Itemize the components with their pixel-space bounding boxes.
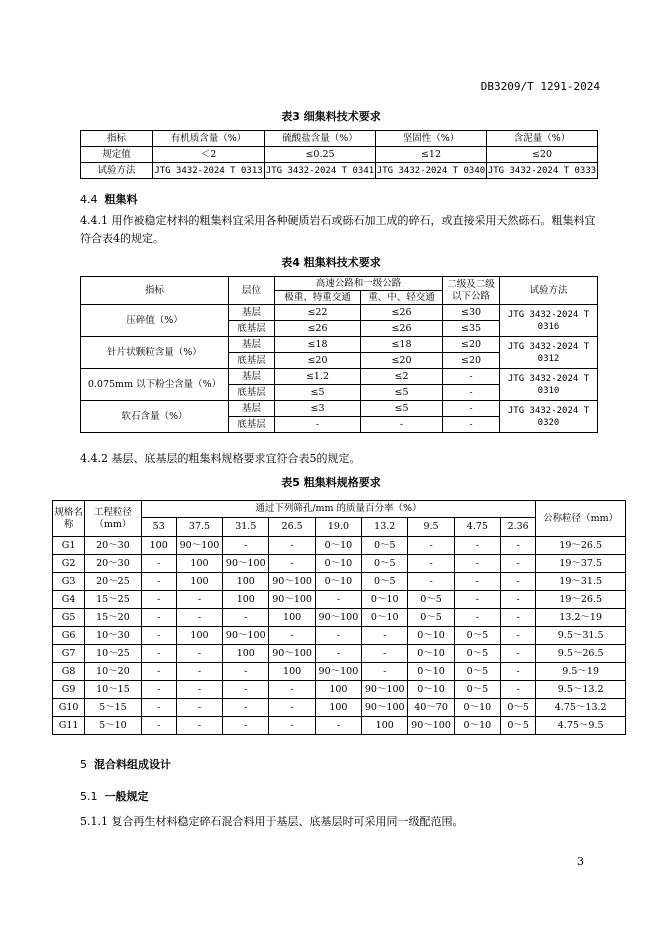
table5-cell: 0～5 — [501, 699, 536, 717]
table5-cell: 0～10 — [315, 537, 361, 555]
table4-cell: - — [443, 385, 500, 401]
table5-cell: 15～20 — [85, 609, 141, 627]
table5-header-nominal: 公称粒径（mm） — [536, 501, 626, 537]
table4-index-cell: 软石含量（%） — [81, 401, 229, 433]
section-4-4-title: 粗集料 — [104, 193, 138, 206]
table4-header-mid: 重、中、轻交通 — [361, 291, 443, 305]
table5-cell: 19～37.5 — [536, 555, 626, 573]
table5-row — [53, 609, 626, 627]
table5-cell: - — [141, 645, 176, 663]
section-5-title: 混合料组成设计 — [94, 758, 171, 771]
table5-cell: - — [176, 591, 222, 609]
table5-cell: 90～100 — [362, 699, 408, 717]
table4-cell: 底基层 — [229, 321, 275, 337]
table5-cell: G10 — [53, 699, 85, 717]
table5-sieve-header: 13.2 — [362, 518, 408, 537]
table5-cell: 0～5 — [408, 591, 454, 609]
table5-cell: G6 — [53, 627, 85, 645]
table5-cell: 4.75～13.2 — [536, 699, 626, 717]
table5-cell: 100 — [176, 573, 222, 591]
table5-cell: - — [501, 555, 536, 573]
table5-cell: G11 — [53, 717, 85, 735]
table4-header-highway: 高速公路和一级公路 — [275, 277, 443, 291]
table5-header-spec: 规格名称 — [53, 501, 85, 537]
paragraph-4-4-1: 4.4.1 用作被稳定材料的粗集料宜采用各种硬质岩石或砾石加工成的碎石，或直接采用天然砾石。粗集料宜符合表4的规定。 — [80, 214, 596, 245]
table5-cell: 9.5～13.2 — [536, 681, 626, 699]
table4-header-heavy: 极重、特重交通 — [275, 291, 361, 305]
table5-cell: 0～10 — [454, 699, 500, 717]
table5-cell: 0～10 — [315, 555, 361, 573]
table5-sieve-header: 53 — [141, 518, 176, 537]
table3-header-cell: 有机质含量（%） — [153, 131, 265, 147]
table4-method-cell: JTG 3432-2024 T 0312 — [500, 337, 598, 369]
table5-cell: - — [141, 591, 176, 609]
table5-cell: - — [269, 537, 315, 555]
table5-cell: 0～5 — [408, 609, 454, 627]
table5-cell: 90～100 — [269, 645, 315, 663]
table5-row — [53, 717, 626, 735]
table5-cell: 100 — [176, 627, 222, 645]
table5-cell: - — [176, 681, 222, 699]
table5-cell: 90～100 — [223, 555, 269, 573]
paragraph-5-1-1: 5.1.1 复合再生材料稳定碎石混合料用于基层、底基层时可采用同一级配范围。 — [80, 815, 464, 828]
table5-cell: 0～10 — [362, 591, 408, 609]
table5-cell: - — [176, 645, 222, 663]
table4-cell: ≤18 — [361, 337, 443, 353]
paragraph-4-4-2: 4.4.2 基层、底基层的粗集料规格要求宜符合表5的规定。 — [80, 452, 361, 465]
table4-cell: ≤5 — [275, 385, 361, 401]
table5-cell: - — [141, 663, 176, 681]
table5-cell: 100 — [141, 537, 176, 555]
table5-sieve-header: 37.5 — [176, 518, 222, 537]
table5-row — [53, 555, 626, 573]
table5-cell: 20～30 — [85, 537, 141, 555]
table5-sieve-header: 4.75 — [454, 518, 500, 537]
section-5-1-number: 5.1 — [80, 790, 98, 803]
table5-cell: 0～10 — [408, 681, 454, 699]
table5-cell: 0～10 — [408, 645, 454, 663]
table5-cell: G3 — [53, 573, 85, 591]
table5-cell: 100 — [315, 681, 361, 699]
table5-sieve-header: 19.0 — [315, 518, 361, 537]
table5-cell: G9 — [53, 681, 85, 699]
table5-cell: - — [141, 555, 176, 573]
table4-cell: ≤35 — [443, 321, 500, 337]
table5-cell: - — [141, 609, 176, 627]
table5-row — [53, 663, 626, 681]
table4-index-cell: 压碎值（%） — [81, 305, 229, 337]
table4-cell: - — [361, 417, 443, 433]
table5-cell: 100 — [223, 573, 269, 591]
table5-cell: 4.75～9.5 — [536, 717, 626, 735]
table3-cell: JTG 3432-2024 T 0313 — [153, 163, 265, 179]
table3-header-cell: 坚固性（%） — [376, 131, 487, 147]
table5 — [52, 500, 626, 735]
table5-cell: - — [141, 627, 176, 645]
table4-row — [81, 401, 598, 417]
table5-cell: - — [501, 681, 536, 699]
table5-cell: - — [454, 537, 500, 555]
table5-cell: 90～100 — [315, 609, 361, 627]
table4-cell: - — [443, 417, 500, 433]
table5-cell: - — [223, 609, 269, 627]
table5-cell: 0～5 — [454, 627, 500, 645]
table5-cell: 10～20 — [85, 663, 141, 681]
table4-cell: 基层 — [229, 337, 275, 353]
table5-cell: 19～26.5 — [536, 591, 626, 609]
table5-cell: 100 — [223, 591, 269, 609]
table5-sieve-header: 2.36 — [501, 518, 536, 537]
table3-header-cell: 指标 — [81, 131, 153, 147]
table3-cell: ≤12 — [376, 147, 487, 163]
table4-cell: 底基层 — [229, 417, 275, 433]
table4-cell: ≤5 — [361, 401, 443, 417]
table5-cell: 0～10 — [315, 573, 361, 591]
table4-row — [81, 369, 598, 385]
table5-cell: 0～5 — [454, 645, 500, 663]
table5-cell: - — [362, 627, 408, 645]
table5-cell: G2 — [53, 555, 85, 573]
table4-header-second: 二级及二级以下公路 — [443, 277, 500, 305]
table5-cell: 100 — [362, 717, 408, 735]
table5-cell: - — [362, 645, 408, 663]
table5-cell: - — [269, 681, 315, 699]
table5-header-size: 工程粒径（mm） — [85, 501, 141, 537]
table5-cell: G8 — [53, 663, 85, 681]
table4-cell: 基层 — [229, 401, 275, 417]
table5-cell: - — [176, 663, 222, 681]
table4-header-layer: 层位 — [229, 277, 275, 305]
table5-cell: - — [223, 537, 269, 555]
table5-cell: - — [176, 609, 222, 627]
table3-header-cell: 硫酸盐含量（%） — [265, 131, 376, 147]
table5-cell: - — [501, 537, 536, 555]
table4-cell: - — [275, 417, 361, 433]
table3-cell: JTG 3432-2024 T 0340 — [376, 163, 487, 179]
table5-cell: - — [223, 717, 269, 735]
table5-row — [53, 573, 626, 591]
table5-cell: G1 — [53, 537, 85, 555]
table4-row — [81, 305, 598, 321]
table3-row — [81, 147, 598, 163]
table5-cell: G7 — [53, 645, 85, 663]
table3-cell: 规定值 — [81, 147, 153, 163]
table5-cell: 20～25 — [85, 573, 141, 591]
table5-cell: 10～30 — [85, 627, 141, 645]
table4-method-cell: JTG 3432-2024 T 0320 — [500, 401, 598, 433]
table5-row — [53, 627, 626, 645]
table4-method-cell: JTG 3432-2024 T 0316 — [500, 305, 598, 337]
table5-cell: - — [315, 627, 361, 645]
table5-cell: 0～5 — [362, 537, 408, 555]
table5-cell: - — [501, 645, 536, 663]
table3-header-cell: 含泥量（%） — [487, 131, 598, 147]
table3-cell: ≤20 — [487, 147, 598, 163]
table5-cell: 100 — [176, 555, 222, 573]
table4-header-method: 试验方法 — [500, 277, 598, 305]
table4-cell: ≤20 — [361, 353, 443, 369]
table5-cell: 0～5 — [454, 681, 500, 699]
table5-cell: 19～26.5 — [536, 537, 626, 555]
table5-caption: 表5 粗集料规格要求 — [281, 476, 381, 489]
table3 — [80, 130, 598, 179]
table4-cell: ≤26 — [361, 321, 443, 337]
table4 — [80, 276, 598, 433]
table5-cell: 10～25 — [85, 645, 141, 663]
table5-cell: - — [223, 663, 269, 681]
table5-cell: - — [141, 717, 176, 735]
table5-cell: 100 — [315, 699, 361, 717]
table5-cell: - — [454, 591, 500, 609]
table5-row — [53, 591, 626, 609]
table5-cell: - — [315, 717, 361, 735]
table4-method-cell: JTG 3432-2024 T 0310 — [500, 369, 598, 401]
table4-caption: 表4 粗集料技术要求 — [281, 256, 381, 269]
table5-cell: 0～10 — [362, 609, 408, 627]
table5-cell: 0～5 — [362, 573, 408, 591]
table5-cell: - — [269, 627, 315, 645]
table4-cell: - — [443, 401, 500, 417]
table5-header-pass: 通过下列筛孔/mm 的质量百分率（%） — [141, 501, 536, 518]
table5-cell: 90～100 — [269, 573, 315, 591]
table3-row — [81, 163, 598, 179]
table5-cell: 13.2～19 — [536, 609, 626, 627]
table5-cell: 20～30 — [85, 555, 141, 573]
table5-cell: 0～5 — [454, 663, 500, 681]
table5-cell: - — [501, 663, 536, 681]
table4-cell: ≤3 — [275, 401, 361, 417]
table5-cell: G5 — [53, 609, 85, 627]
table5-sieve-header: 26.5 — [269, 518, 315, 537]
table4-cell: - — [443, 369, 500, 385]
table5-cell: - — [408, 537, 454, 555]
section-5-1-title: 一般规定 — [104, 790, 149, 803]
section-5-1-heading — [80, 788, 149, 804]
table5-cell: - — [454, 609, 500, 627]
table5-row — [53, 537, 626, 555]
table5-cell: 0～10 — [454, 717, 500, 735]
table4-cell: ≤20 — [275, 353, 361, 369]
table5-cell: - — [141, 573, 176, 591]
table5-cell: - — [501, 627, 536, 645]
document-id: DB3209/T 1291-2024 — [480, 80, 600, 93]
table5-cell: - — [269, 555, 315, 573]
table5-sieve-header: 31.5 — [223, 518, 269, 537]
table5-cell: - — [269, 717, 315, 735]
table5-cell: 40～70 — [408, 699, 454, 717]
table5-cell: 90～100 — [315, 663, 361, 681]
table4-cell: ≤1.2 — [275, 369, 361, 385]
table3-cell: ≤0.25 — [265, 147, 376, 163]
table5-cell: 100 — [223, 645, 269, 663]
table5-cell: 10～15 — [85, 681, 141, 699]
table5-cell: - — [269, 699, 315, 717]
table5-cell: - — [454, 573, 500, 591]
section-4-4-number: 4.4 — [80, 193, 98, 206]
table5-cell: 90～100 — [223, 627, 269, 645]
table3-cell: JTG 3432-2024 T 0341 — [265, 163, 376, 179]
table5-cell: - — [176, 699, 222, 717]
table3-cell: JTG 3432-2024 T 0333 — [487, 163, 598, 179]
table5-cell: - — [223, 699, 269, 717]
page-number: 3 — [577, 855, 584, 868]
section-5-number: 5 — [80, 758, 87, 771]
table5-cell: - — [141, 681, 176, 699]
table4-index-cell: 0.075mm 以下粉尘含量（%） — [81, 369, 229, 401]
table5-cell: - — [501, 591, 536, 609]
table5-cell: - — [315, 645, 361, 663]
table4-cell: ≤26 — [275, 321, 361, 337]
table5-cell: 100 — [269, 663, 315, 681]
table4-cell: ≤30 — [443, 305, 500, 321]
table5-cell: - — [362, 663, 408, 681]
table4-cell: ≤18 — [275, 337, 361, 353]
table4-row — [81, 337, 598, 353]
table5-cell: - — [501, 573, 536, 591]
table5-cell: 15～25 — [85, 591, 141, 609]
table4-cell: 基层 — [229, 305, 275, 321]
table4-cell: ≤20 — [443, 337, 500, 353]
table5-cell: 0～10 — [408, 627, 454, 645]
table4-cell: ≤2 — [361, 369, 443, 385]
table4-cell: 底基层 — [229, 353, 275, 369]
table5-cell: 90～100 — [362, 681, 408, 699]
table3-cell: 试验方法 — [81, 163, 153, 179]
table5-cell: 90～100 — [269, 591, 315, 609]
table5-cell: - — [223, 681, 269, 699]
table4-cell: 基层 — [229, 369, 275, 385]
table5-cell: 0～5 — [362, 555, 408, 573]
table4-cell: ≤22 — [275, 305, 361, 321]
table5-cell: 9.5～31.5 — [536, 627, 626, 645]
table5-cell: 90～100 — [408, 717, 454, 735]
table5-cell: 100 — [269, 609, 315, 627]
table5-cell: 9.5～26.5 — [536, 645, 626, 663]
table3-cell: ＜2 — [153, 147, 265, 163]
section-5-heading — [80, 756, 171, 772]
table5-row — [53, 645, 626, 663]
table4-cell: ≤26 — [361, 305, 443, 321]
table5-cell: - — [176, 717, 222, 735]
table5-cell: - — [501, 609, 536, 627]
table5-cell: - — [141, 699, 176, 717]
table4-cell: ≤20 — [443, 353, 500, 369]
table5-cell: - — [315, 591, 361, 609]
table5-cell: 19～31.5 — [536, 573, 626, 591]
table4-index-cell: 针片状颗粒含量（%） — [81, 337, 229, 369]
table5-cell: 5～15 — [85, 699, 141, 717]
table5-cell: 90～100 — [176, 537, 222, 555]
table5-cell: - — [454, 555, 500, 573]
table5-row — [53, 681, 626, 699]
section-4-4-heading — [80, 191, 138, 207]
table5-cell: - — [408, 555, 454, 573]
table5-cell: 5～10 — [85, 717, 141, 735]
table5-cell: 9.5～19 — [536, 663, 626, 681]
table4-cell: 底基层 — [229, 385, 275, 401]
table5-sieve-header: 9.5 — [408, 518, 454, 537]
table5-cell: G4 — [53, 591, 85, 609]
table5-row — [53, 699, 626, 717]
table5-cell: 0～5 — [501, 717, 536, 735]
table5-cell: 0～10 — [408, 663, 454, 681]
table5-cell: - — [408, 573, 454, 591]
table3-caption: 表3 细集料技术要求 — [281, 110, 381, 123]
table4-header-index: 指标 — [81, 277, 229, 305]
table4-cell: ≤5 — [361, 385, 443, 401]
